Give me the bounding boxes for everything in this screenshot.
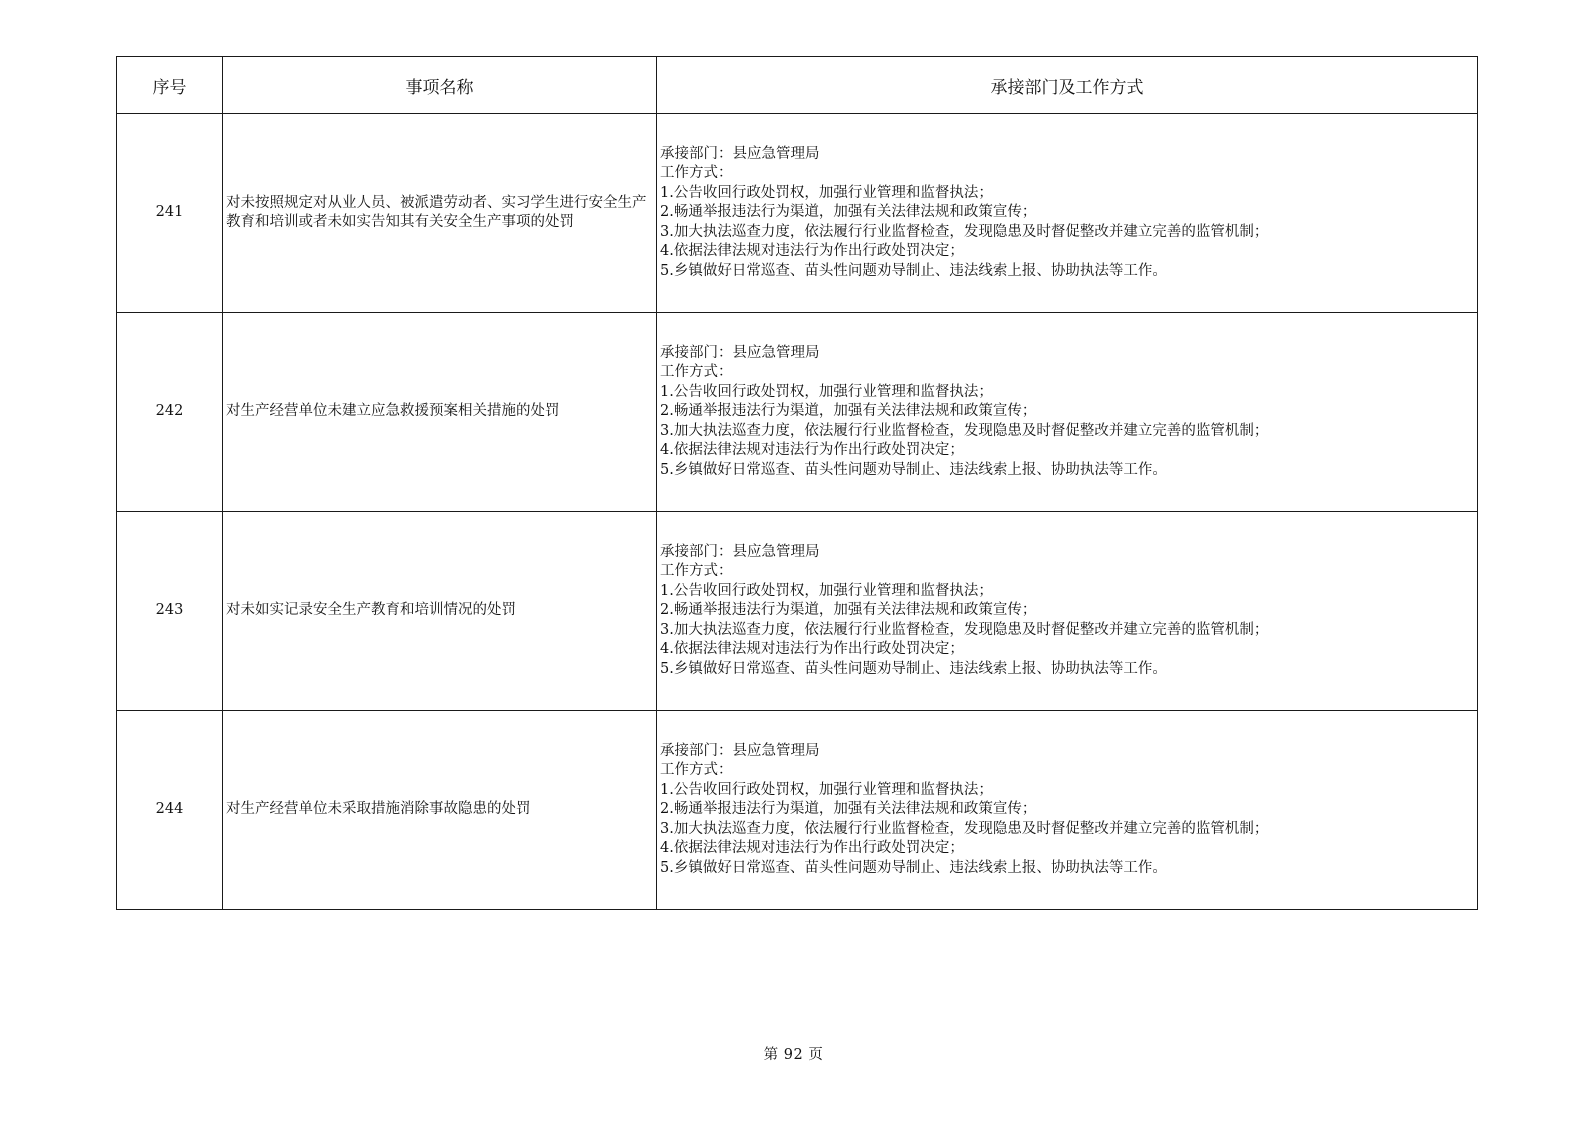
dept-line: 2.畅通举报违法行为渠道，加强有关法律法规和政策宣传； — [660, 602, 1037, 619]
dept-line: 1.公告收回行政处罚权，加强行业管理和监督执法； — [660, 383, 993, 400]
header-row — [117, 57, 1478, 114]
dept-line: 3.加大执法巡查力度，依法履行行业监督检查，发现隐患及时督促整改并建立完善的监管机制； — [660, 621, 1269, 638]
dept-line: 5.乡镇做好日常巡查、苗头性问题劝导制止、违法线索上报、协助执法等工作。 — [660, 262, 1167, 279]
row-name: 对未如实记录安全生产教育和培训情况的处罚 — [223, 512, 657, 711]
row-dept — [657, 114, 1478, 313]
dept-line: 1.公告收回行政处罚权，加强行业管理和监督执法； — [660, 582, 993, 599]
row-name: 对生产经营单位未采取措施消除事故隐患的处罚 — [223, 711, 657, 910]
dept-line: 2.畅通举报违法行为渠道，加强有关法律法规和政策宣传； — [660, 204, 1037, 221]
dept-line: 1.公告收回行政处罚权，加强行业管理和监督执法； — [660, 781, 993, 798]
row-name: 对未按照规定对从业人员、被派遣劳动者、实习学生进行安全生产教育和培训或者未如实告知其有关安全生产事项的处罚 — [223, 114, 657, 313]
dept-line: 4.依据法律法规对违法行为作出行政处罚决定； — [660, 442, 964, 459]
page-number: 第 92 页 — [763, 1047, 824, 1063]
dept-line: 工作方式： — [660, 165, 733, 182]
row-seq: 244 — [117, 711, 223, 910]
matters-table — [116, 56, 1478, 910]
dept-line: 3.加大执法巡查力度，依法履行行业监督检查，发现隐患及时督促整改并建立完善的监管机制； — [660, 223, 1269, 240]
dept-line: 5.乡镇做好日常巡查、苗头性问题劝导制止、违法线索上报、协助执法等工作。 — [660, 461, 1167, 478]
dept-line: 工作方式： — [660, 364, 733, 381]
dept-line: 4.依据法律法规对违法行为作出行政处罚决定； — [660, 243, 964, 260]
row-dept — [657, 512, 1478, 711]
dept-line: 承接部门：县应急管理局 — [660, 344, 820, 361]
dept-line: 4.依据法律法规对违法行为作出行政处罚决定； — [660, 641, 964, 658]
dept-line: 承接部门：县应急管理局 — [660, 742, 820, 759]
row-seq: 243 — [117, 512, 223, 711]
dept-line: 1.公告收回行政处罚权，加强行业管理和监督执法； — [660, 184, 993, 201]
dept-line: 4.依据法律法规对违法行为作出行政处罚决定； — [660, 840, 964, 857]
row-seq: 241 — [117, 114, 223, 313]
dept-line: 5.乡镇做好日常巡查、苗头性问题劝导制止、违法线索上报、协助执法等工作。 — [660, 660, 1167, 677]
table-body — [117, 114, 1478, 910]
dept-line: 承接部门：县应急管理局 — [660, 145, 820, 162]
table-row — [117, 711, 1478, 910]
dept-line: 2.畅通举报违法行为渠道，加强有关法律法规和政策宣传； — [660, 801, 1037, 818]
table-row — [117, 114, 1478, 313]
dept-line: 3.加大执法巡查力度，依法履行行业监督检查，发现隐患及时督促整改并建立完善的监管机制； — [660, 820, 1269, 837]
dept-line: 工作方式： — [660, 563, 733, 580]
header-name: 事项名称 — [223, 57, 657, 114]
row-dept — [657, 313, 1478, 512]
header-seq: 序号 — [117, 57, 223, 114]
dept-line: 3.加大执法巡查力度，依法履行行业监督检查，发现隐患及时督促整改并建立完善的监管机制； — [660, 422, 1269, 439]
table-row — [117, 313, 1478, 512]
table-header — [117, 57, 1478, 114]
dept-line: 2.畅通举报违法行为渠道，加强有关法律法规和政策宣传； — [660, 403, 1037, 420]
table-row — [117, 512, 1478, 711]
dept-line: 承接部门：县应急管理局 — [660, 543, 820, 560]
header-dept: 承接部门及工作方式 — [657, 57, 1478, 114]
dept-line: 5.乡镇做好日常巡查、苗头性问题劝导制止、违法线索上报、协助执法等工作。 — [660, 859, 1167, 876]
dept-line: 工作方式： — [660, 762, 733, 779]
row-dept — [657, 711, 1478, 910]
row-seq: 242 — [117, 313, 223, 512]
row-name: 对生产经营单位未建立应急救援预案相关措施的处罚 — [223, 313, 657, 512]
